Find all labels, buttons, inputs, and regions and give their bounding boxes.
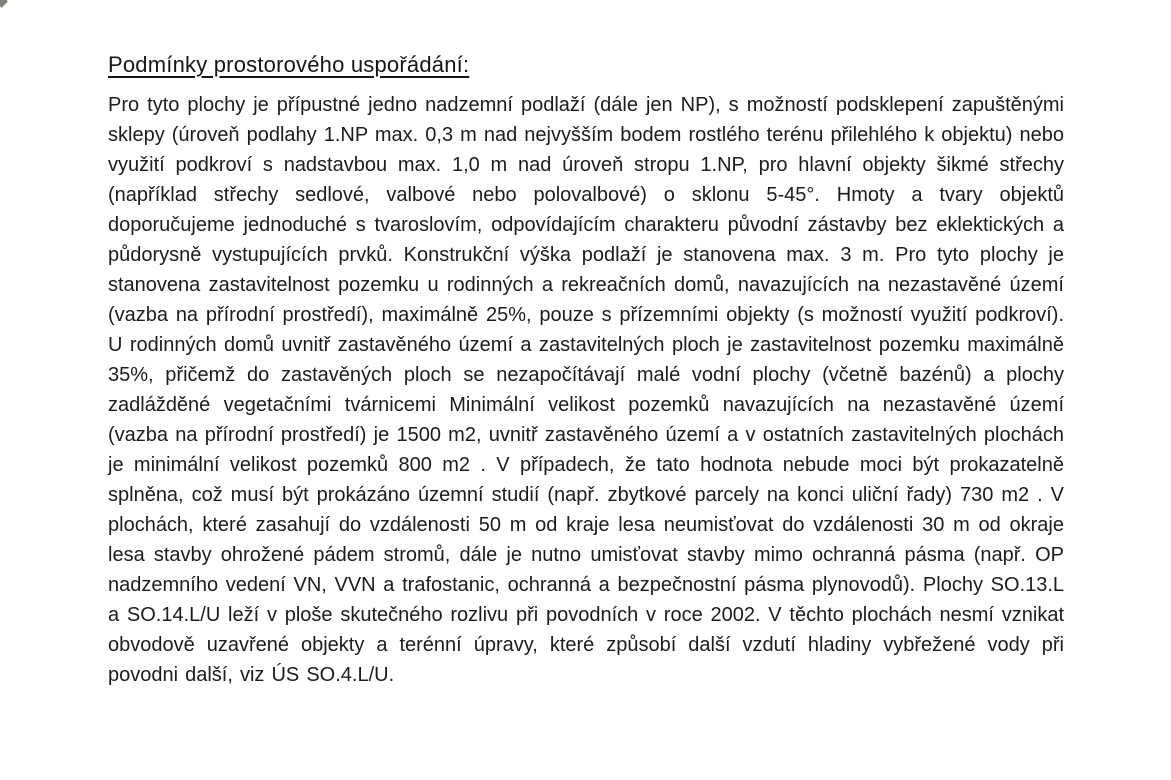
scan-artifact (0, 0, 8, 8)
document-paragraph: Pro tyto plochy je přípustné jedno nadzemní podlaží (dále jen NP), s možností podsklepení zapuštěnými sklepy (úroveň podlahy 1.NP max. 0,3 m nad nejvyšším bodem rostlého terénu přilehlého k objektu) nebo využití podkroví s nadstavbou max. 1,0 m nad úroveň stropu 1.NP, pro hlavní objekty šikmé střechy (například střechy sedlové, valbové nebo polovalbové) o sklonu 5-45°. Hmoty a tvary objektů doporučujeme jednoduché s tvaroslovím, odpovídajícím charakteru původní zástavby bez eklektických a půdorysně vystupujících prvků. Konstrukční výška podlaží je stanovena max. 3 m. Pro tyto plochy je stanovena zastavitelnost pozemku u rodinných a rekreačních domů, navazujících na nezastavěné území (vazba na přírodní prostředí), maximálně 25%, pouze s přízemními objekty (s možností využití podkroví). U rodinných domů uvnitř zastavěného území a zastavitelných ploch je zastavitelnost pozemku maximálně 35%, přičemž do zastavěných ploch se nezapočítávají malé vodní plochy (včetně bazénů) a plochy zadlážděné vegetačními tvárnicemi Minimální velikost pozemků navazujících na nezastavěné území (vazba na přírodní prostředí) je 1500 m2, uvnitř zastavěného území a v ostatních zastavitelných plochách je minimální velikost pozemků 800 m2 . V případech, že tato hodnota nebude moci být prokazatelně splněna, což musí být prokázáno územní studií (např. zbytkové parcely na konci uliční řady) 730 m2 . V plochách, které zasahují do vzdálenosti 50 m od kraje lesa neumisťovat do vzdálenosti 30 m od okraje lesa stavby ohrožené pádem stromů, dále je nutno umisťovat stavby mimo ochranná pásma (např. OP nadzemního vedení VN, VVN a trafostanic, ochranná a bezpečnostní pásma plynovodů). Plochy SO.13.L a SO.14.L/U leží v ploše skutečného rozlivu při povodních v roce 2002. V těchto plochách nesmí vznikat obvodově uzavřené objekty a terénní úpravy, které způsobí další vzdutí hladiny vybřežené vody při povodni další, viz ÚS SO.4.L/U. (108, 94, 1064, 686)
document-title: Podmínky prostorového uspořádání: (108, 52, 470, 77)
